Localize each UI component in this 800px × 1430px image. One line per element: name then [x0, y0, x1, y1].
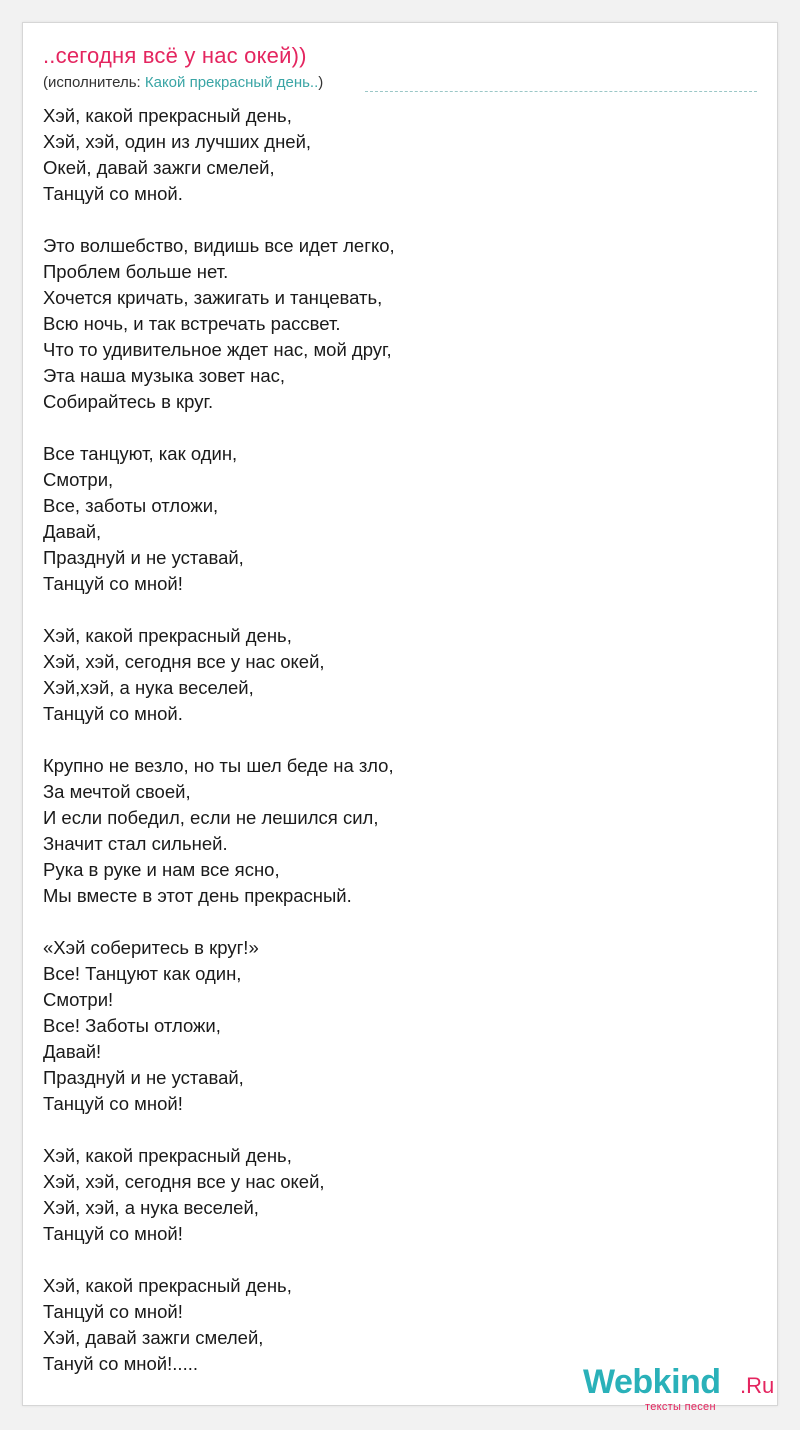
lyric-line: Все! Танцуют как один,	[43, 963, 242, 984]
lyric-line: Хэй, хэй, сегодня все у нас окей,	[43, 651, 325, 672]
artist-line	[43, 74, 323, 91]
song-title: ..сегодня всё у нас окей))	[43, 43, 307, 68]
lyric-line: Давай!	[43, 1041, 102, 1062]
webkind-logo[interactable]	[583, 1363, 783, 1413]
lyric-line: Значит стал сильней.	[43, 833, 228, 854]
lyric-line: Смотри!	[43, 989, 114, 1010]
lyric-line: Рука в руке и нам все ясно,	[43, 859, 280, 880]
lyric-line: Хэй, хэй, один из лучших дней,	[43, 131, 312, 152]
lyric-line: Хэй, давай зажги смелей,	[43, 1327, 264, 1348]
stanza-break	[43, 207, 743, 233]
lyric-line: Танцуй со мной!	[43, 1223, 183, 1244]
artist-suffix: )	[318, 74, 324, 91]
lyric-line: Хэй, какой прекрасный день,	[43, 1145, 292, 1166]
stanza-break	[43, 415, 743, 441]
lyric-line: Хэй, хэй, сегодня все у нас окей,	[43, 1171, 325, 1192]
stanza-break	[43, 727, 743, 753]
lyric-line: Хэй,хэй, а нука веселей,	[43, 677, 254, 698]
lyric-line: Крупно не везло, но ты шел беде на зло,	[43, 755, 394, 776]
lyric-line: Все танцуют, как один,	[43, 443, 238, 464]
lyric-line: За мечтой своей,	[43, 781, 191, 802]
lyrics-text	[43, 103, 743, 1377]
lyric-line: Давай,	[43, 521, 102, 542]
lyrics-card	[22, 22, 778, 1413]
lyric-line: Танцуй со мной.	[43, 703, 183, 724]
lyric-line: Хэй, какой прекрасный день,	[43, 105, 292, 126]
lyric-line: Празднуй и не уставай,	[43, 547, 244, 568]
artist-link[interactable]: Какой прекрасный день..	[144, 74, 319, 91]
logo-tld: .Ru	[740, 1373, 775, 1398]
dotted-divider	[365, 91, 757, 92]
lyric-line: Тануй со мной!.....	[43, 1353, 198, 1374]
stanza-break	[43, 1247, 743, 1273]
lyric-line: Танцуй со мной!	[43, 573, 183, 594]
stanza-break	[43, 1117, 743, 1143]
lyric-line: Все, заботы отложи,	[43, 495, 219, 516]
lyric-line: Что то удивительное ждет нас, мой друг,	[43, 339, 392, 360]
artist-prefix: (исполнитель:	[43, 74, 145, 91]
lyric-line: И если победил, если не лешился сил,	[43, 807, 379, 828]
lyric-line: Хэй, какой прекрасный день,	[43, 1275, 292, 1296]
lyric-line: Окей, давай зажги смелей,	[43, 157, 275, 178]
logo-wordmark: Webkind	[583, 1363, 721, 1401]
lyric-line: Хочется кричать, зажигать и танцевать,	[43, 287, 383, 308]
stanza-break	[43, 909, 743, 935]
lyric-line: Это волшебство, видишь все идет легко,	[43, 235, 395, 256]
lyric-line: Всю ночь, и так встречать рассвет.	[43, 313, 341, 334]
lyric-line: Собирайтесь в круг.	[43, 391, 214, 412]
lyric-line: Танцуй со мной!	[43, 1301, 183, 1322]
lyric-line: «Хэй соберитесь в круг!»	[43, 937, 259, 958]
logo-tagline: тексты песен	[645, 1401, 716, 1413]
lyric-line: Эта наша музыка зовет нас,	[43, 365, 286, 386]
lyric-line: Мы вместе в этот день прекрасный.	[43, 885, 352, 906]
lyric-line: Празднуй и не уставай,	[43, 1067, 244, 1088]
lyric-line: Танцуй со мной!	[43, 1093, 183, 1114]
lyric-line: Хэй, хэй, а нука веселей,	[43, 1197, 259, 1218]
lyric-line: Хэй, какой прекрасный день,	[43, 625, 292, 646]
lyric-line: Все! Заботы отложи,	[43, 1015, 221, 1036]
lyric-line: Смотри,	[43, 469, 114, 490]
lyric-line: Танцуй со мной.	[43, 183, 183, 204]
lyric-line: Проблем больше нет.	[43, 261, 229, 282]
stanza-break	[43, 597, 743, 623]
